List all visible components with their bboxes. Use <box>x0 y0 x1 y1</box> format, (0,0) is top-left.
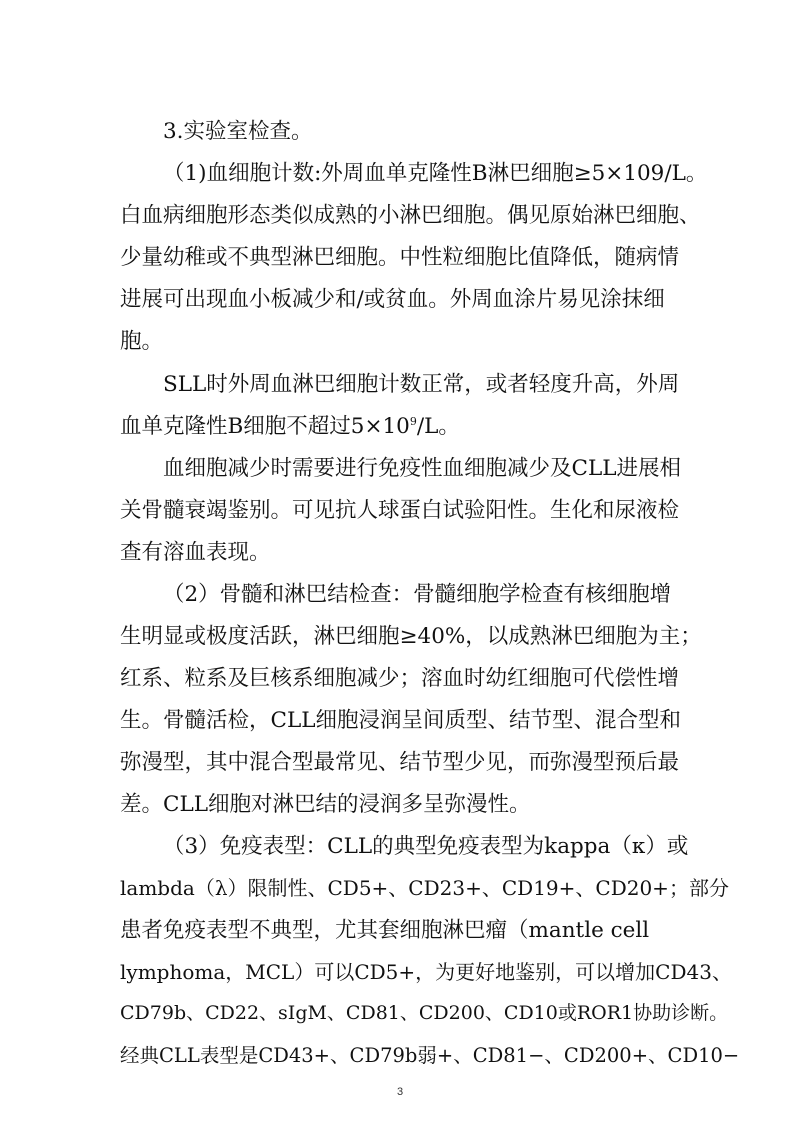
paragraph-line: 差。CLL细胞对淋巴结的浸润多呈弥漫性。 <box>120 792 531 817</box>
paragraph-line: 少量幼稚或不典型淋巴细胞。中性粒细胞比值降低，随病情 <box>120 245 680 270</box>
paragraph-line: 关骨髓衰竭鉴别。可见抗人球蛋白试验阳性。生化和尿液检 <box>120 498 680 523</box>
superscript-exponent: 9 <box>409 414 417 428</box>
section-heading: 3.实验室检查。 <box>163 119 313 144</box>
paragraph-line: 血细胞减少时需要进行免疫性血细胞减少及CLL进展相 <box>163 456 682 481</box>
paragraph-line: 进展可出现血小板减少和/或贫血。外周血涂片易见涂抹细 <box>120 287 665 312</box>
paragraph-line: 生明显或极度活跃，淋巴细胞≥40%，以成熟淋巴细胞为主； <box>120 624 702 649</box>
paragraph-line: lymphoma，MCL）可以CD5+，为更好地鉴别，可以增加CD43、 <box>120 960 732 984</box>
paragraph-line: 查有溶血表现。 <box>120 540 271 565</box>
paragraph-line: （2）骨髓和淋巴结检查：骨髓细胞学检查有核细胞增 <box>163 582 672 607</box>
paragraph-line: 红系、粒系及巨核系细胞减少；溶血时幼红细胞可代偿性增 <box>120 666 680 691</box>
paragraph-line-with-superscript <box>120 416 460 438</box>
paragraph-line: SLL时外周血淋巴细胞计数正常，或者轻度升高，外周 <box>163 372 680 397</box>
paragraph-line: 弥漫型，其中混合型最常见、结节型少见，而弥漫型预后最 <box>120 750 680 775</box>
paragraph-line: CD79b、CD22、sIgM、CD81、CD200、CD10或ROR1协助诊断。 <box>120 1002 729 1024</box>
paragraph-line: 白血病细胞形态类似成熟的小淋巴细胞。偶见原始淋巴细胞、 <box>120 203 701 228</box>
paragraph-line: lambda（λ）限制性、CD5+、CD23+、CD19+、CD20+；部分 <box>120 876 729 900</box>
paragraph-line: 经典CLL表型是CD43+、CD79b弱+、CD81−、CD200+、CD10− <box>120 1044 740 1067</box>
page-number: 3 <box>396 1086 404 1098</box>
line-text: 血单克隆性B细胞不超过5×10 <box>120 414 410 439</box>
paragraph-line: 胞。 <box>120 329 164 354</box>
paragraph-line: （3）免疫表型：CLL的典型免疫表型为kappa（κ）或 <box>163 834 689 859</box>
paragraph-line: 患者免疫表型不典型，尤其套细胞淋巴瘤（mantle cell <box>120 918 650 943</box>
line-tail: /L。 <box>416 414 460 439</box>
paragraph-line: 生。骨髓活检，CLL细胞浸润呈间质型、结节型、混合型和 <box>120 708 682 733</box>
paragraph-line: （1)血细胞计数:外周血单克隆性B淋巴细胞≥5×109/L。 <box>163 161 708 186</box>
